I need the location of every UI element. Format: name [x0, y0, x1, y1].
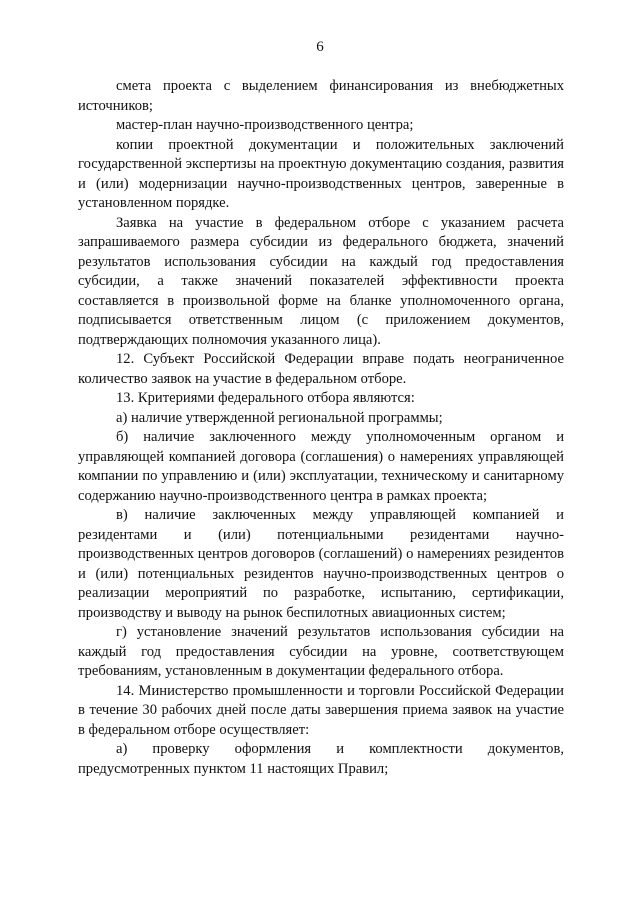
paragraph: 12. Субъект Российской Федерации вправе подать неограниченное количество заявок на участие в федеральном отборе.: [78, 351, 564, 387]
paragraph: мастер-план научно-производственного центра;: [116, 117, 414, 133]
paragraph: Заявка на участие в федеральном отборе с указанием расчета запрашиваемого размера субсидии из федерального бюджета, значений результатов использования субсидии на каждый год предоставления субсидии, а также значений показателей эффективности проекта составляется в произвольной форме на бланке уполномоченного органа, подписывается ответственным лицом (с приложением документов, подтверждающих полномочия указанного лица).: [78, 214, 564, 348]
paragraph: 13. Критериями федерального отбора являются:: [116, 390, 415, 406]
paragraph: копии проектной документации и положительных заключений государственной экспертизы на проектную документацию создания, развития и (или) модернизации научно-производственных центров, заверенные в установленном порядке.: [78, 136, 564, 211]
paragraph: 14. Министерство промышленности и торговли Российской Федерации в течение 30 рабочих дней после даты завершения приема заявок на участие в федеральном отборе осуществляет:: [78, 682, 564, 738]
document-body: [78, 77, 564, 779]
paragraph: г) установление значений результатов использования субсидии на каждый год предоставления субсидии на уровне, соответствующем требованиям, установленным в документации федерального отбора.: [78, 624, 564, 679]
paragraph: б) наличие заключенного между уполномоченным органом и управляющей компанией договора (соглашения) о намерениях управляющей компании по управлению и (или) эксплуатации, техническому и санитарному содержанию научно-производственного центра в рамках проекта;: [78, 429, 564, 504]
paragraph: а) проверку оформления и комплектности документов, предусмотренных пунктом 11 настоящих Правил;: [78, 741, 564, 777]
paragraph: в) наличие заключенных между управляющей компанией и резидентами и (или) потенциальными резидентами научно-производственных центров договоров (соглашений) о намерениях резидентов и (или) потенциальных резидентов научно-производственных центров о реализации мероприятий по разработке, испытанию, сертификации, производству и выводу на рынок беспилотных авиационных систем;: [78, 507, 564, 621]
page-number: 6: [316, 39, 324, 55]
paragraph: смета проекта с выделением финансирования из внебюджетных источников;: [78, 78, 564, 114]
paragraph: а) наличие утвержденной региональной программы;: [116, 409, 443, 426]
